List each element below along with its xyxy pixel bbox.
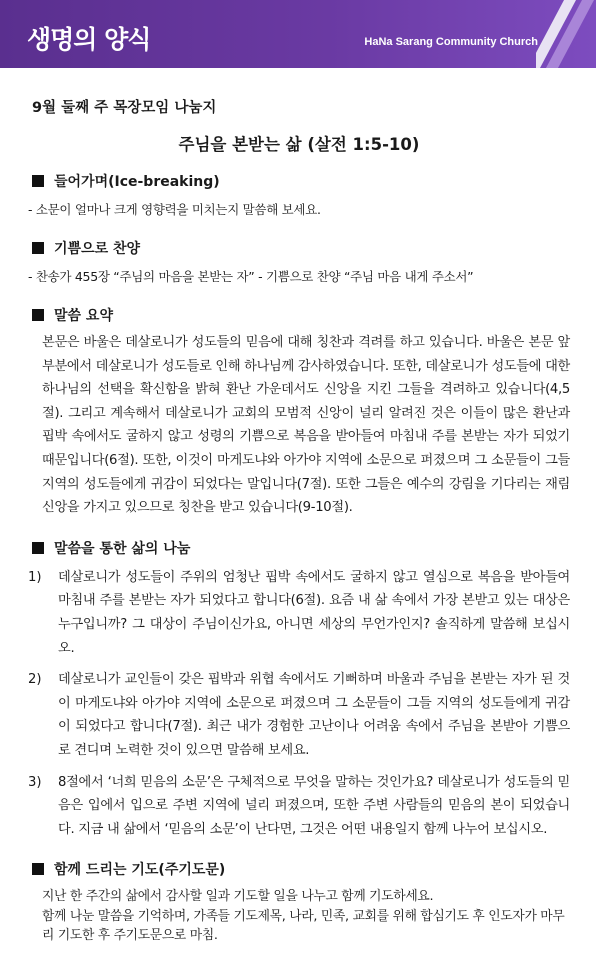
header-banner [0, 0, 596, 68]
question-item [28, 566, 570, 660]
section-heading-label: 기쁨으로 찬양 [54, 241, 141, 257]
page-content [28, 96, 570, 946]
brand-title: 생명의 양식 [27, 25, 151, 54]
summary-paragraph: 본문은 바울은 데살로니가 성도들의 믿음에 대해 칭찬과 격려를 하고 있습니다. 바울은 본문 앞부분에서 데살로니가 성도들로 인해 하나님께 감사하였습니다. 또한, 데살로니가 성도들에 대한 하나님의 선택을 확신함을 밝혀 환난 가운데서도 신앙을 지킨 그들을 격려하고 있습니다(4,5절). 그리고 계속해서 데살로니가 교회의 모범적 신앙이 널리 알려진 것은 이들이 많은 환난과 핍박 속에서도 굴하지 않고 성령의 기쁨으로 복음을 받아들여 마침내 주를 본받는 자가 되었기 때문입니다(6절). 또한, 이것이 마게도냐와 아가야 지역에 소문으로 퍼졌으며 그 소문들이 그들 지역의 성도들에게 귀감이 되었다는 말입니다(7절). 또한 그들은 예수의 강림을 기다리는 재림 신앙을 가지고 있으므로 칭찬을 받고 있습니다(9-10절). [42, 335, 570, 516]
question-text: 8절에서 ‘너희 믿음의 소문’은 구체적으로 무엇을 말하는 것인가요? 데살로니가 성도들의 믿음은 입에서 입으로 주변 지역에 널리 퍼졌으며, 또한 주변 사람들의 믿음의 본이 되었습니다. 지금 내 삶에서 ‘믿음의 소문’이 난다면, 그것은 어떤 내용일지 함께 나누어 보십시오. [58, 774, 570, 837]
question-item [28, 771, 570, 842]
prayer-line: 함께 나눈 말씀을 기억하며, 가족들 기도제목, 나라, 민족, 교회를 위해 합심기도 후 인도자가 마무리 기도한 후 주기도문으로 마침. [42, 908, 565, 944]
question-text: 데살로니가 성도들이 주위의 엄청난 핍박 속에서도 굴하지 않고 열심으로 복음을 받아들여 마침내 주를 본받는 자가 되었다고 합니다(6절). 요즘 내 삶 속에서 가장 본받고 있는 대상은 누구입니까? 그 대상이 주님이신가요, 아니면 세상의 무언가인지? 솔직하게 말씀해 보십시오. [58, 569, 570, 656]
section-heading-label: 들어가며(Ice-breaking) [54, 174, 220, 190]
square-bullet-icon [32, 309, 44, 321]
question-item [28, 668, 570, 762]
section-heading-label: 함께 드리는 기도(주기도문) [54, 862, 226, 879]
praise-text: - 찬송가 455장 “주님의 마음을 본받는 자” - 기쁨으로 찬양 “주님 마음 내게 주소서” [28, 269, 474, 284]
question-number: 3) [28, 774, 42, 790]
icebreaking-text: - 소문이 얼마나 크게 영향력을 미치는지 말씀해 보세요. [28, 202, 321, 217]
section-summary-heading [28, 305, 570, 325]
square-bullet-icon [32, 542, 44, 554]
decorative-stripes-icon [536, 0, 596, 68]
section-sharing-heading [28, 538, 570, 558]
church-name: HaNa Sarang Community Church [364, 36, 538, 48]
section-prayer-heading [28, 859, 570, 879]
question-number: 2) [28, 672, 42, 688]
square-bullet-icon [32, 863, 44, 875]
section-heading-label: 말씀 요약 [54, 308, 113, 324]
section-icebreaking-heading [28, 171, 570, 191]
prayer-text [42, 887, 570, 946]
question-text: 데살로니가 교인들이 갖은 핍박과 위협 속에서도 기뻐하며 바울과 주님을 본받는 자가 된 것이 마게도냐와 아가야 지역에 소문으로 퍼졌으며 그 소문들이 그들 지역의 성도들에게 귀감이 되었다고 합니다(7절). 최근 내가 경험한 고난이나 어려움 속에서 주님을 본받아 기쁨으로 견디며 노력한 것이 있으면 말씀해 보세요. [58, 672, 570, 758]
section-heading-label: 말씀을 통한 삶의 나눔 [54, 540, 191, 557]
square-bullet-icon [32, 175, 44, 187]
question-number: 1) [28, 569, 42, 585]
section-praise-heading [28, 238, 570, 258]
meeting-title: 9월 둘째 주 목장모임 나눔지 [32, 100, 217, 116]
sermon-title: 주님을 본받는 삶 (살전 1:5-10) [178, 135, 420, 154]
prayer-line: 지난 한 주간의 삶에서 감사할 일과 기도할 일을 나누고 함께 기도하세요. [42, 889, 434, 905]
square-bullet-icon [32, 242, 44, 254]
